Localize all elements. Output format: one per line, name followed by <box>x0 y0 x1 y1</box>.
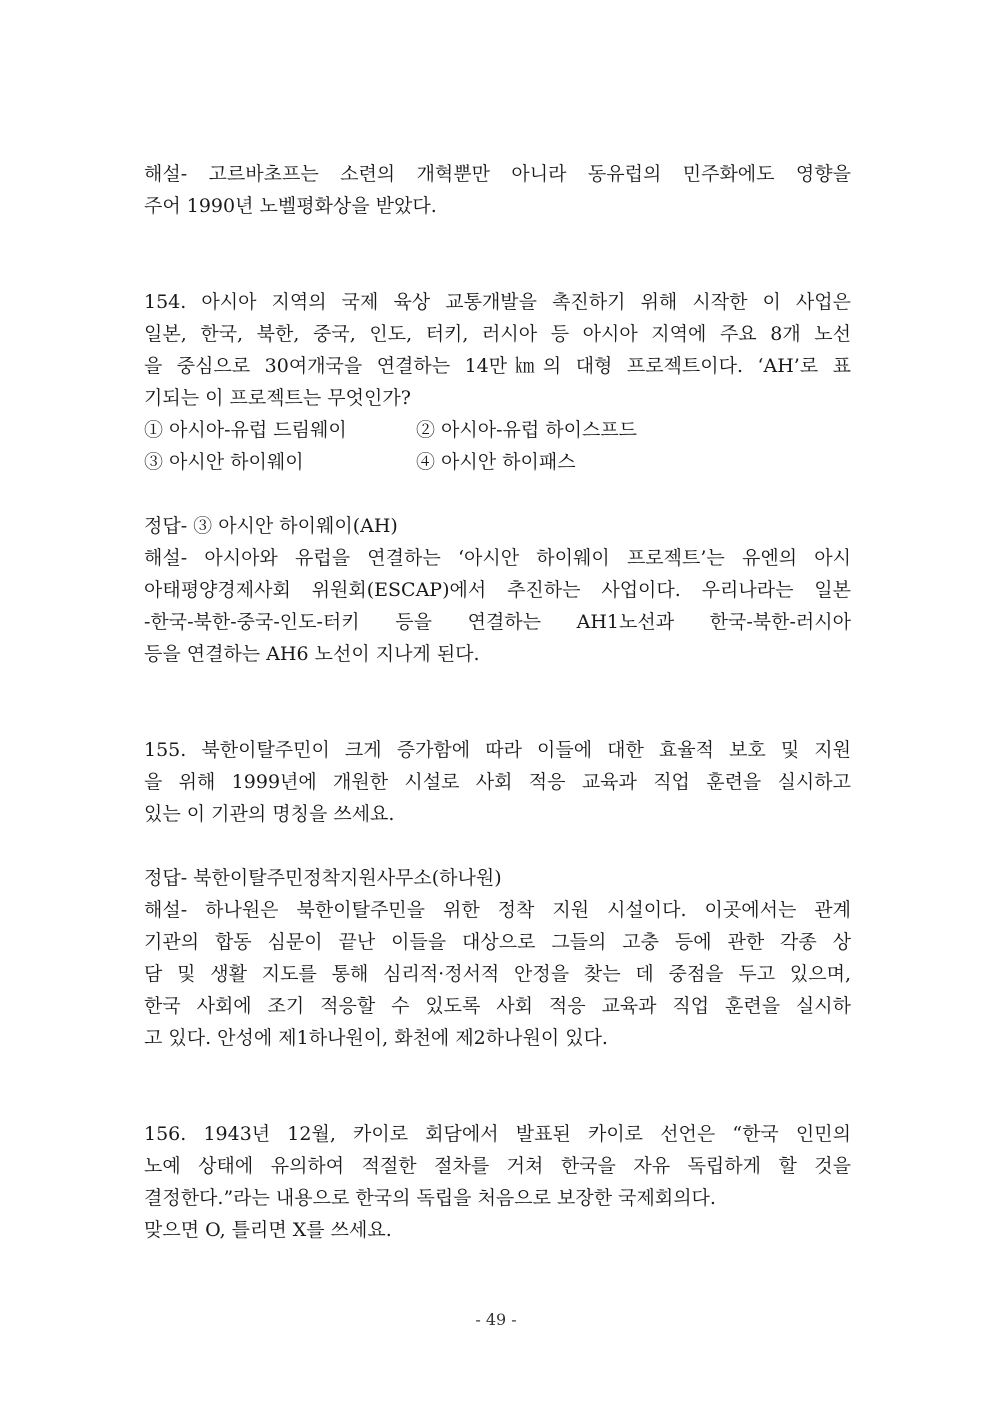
explanation-154 <box>144 542 851 670</box>
question-line: 맞으면 O, 틀리면 X를 쓰세요. <box>144 1219 392 1241</box>
question-line: 일본, 한국, 북한, 중국, 인도, 터키, 러시아 등 아시아 지역에 주요 8개 노선 <box>144 323 851 345</box>
question-line: 을 중심으로 30여개국을 연결하는 14만㎞의 대형 프로젝트이다. ‘AH’로 표 <box>144 355 851 377</box>
page-number: - 49 - <box>475 1310 517 1329</box>
explanation-155 <box>144 894 851 1054</box>
explanation-line: 등을 연결하는 AH6 노선이 지나게 된다. <box>144 643 480 665</box>
explanation-line: 한국 사회에 조기 적응할 수 있도록 사회 적응 교육과 직업 훈련을 실시하 <box>144 995 851 1017</box>
question-156 <box>144 1118 851 1246</box>
question-155 <box>144 734 851 830</box>
answer-155 <box>144 862 851 894</box>
question-line: 156. 1943년 12월, 카이로 회담에서 발표된 카이로 선언은 “한국 인민의 <box>144 1123 851 1145</box>
option-4: ④ 아시안 하이패스 <box>416 451 576 473</box>
question-line: 기되는 이 프로젝트는 무엇인가? <box>144 387 411 409</box>
text-line: 주어 1990년 노벨평화상을 받았다. <box>144 195 437 217</box>
explanation-line: 고 있다. 안성에 제1하나원이, 화천에 제2하나원이 있다. <box>144 1027 608 1049</box>
question-154 <box>144 286 851 478</box>
question-line: 을 위해 1999년에 개원한 시설로 사회 적응 교육과 직업 훈련을 실시하고 <box>144 771 851 793</box>
q153-explanation <box>144 158 851 222</box>
option-2: ② 아시아-유럽 하이스프드 <box>416 419 638 441</box>
explanation-line: 담 및 생활 지도를 통해 심리적·정서적 안정을 찾는 데 중점을 두고 있으며, <box>144 963 851 985</box>
question-line: 155. 북한이탈주민이 크게 증가함에 따라 이들에 대한 효율적 보호 및 지원 <box>144 739 851 761</box>
option-1: ① 아시아-유럽 드림웨이 <box>144 419 347 441</box>
options-row <box>144 414 851 446</box>
answer-line: 정답- 북한이탈주민정착지원사무소(하나원) <box>144 867 502 889</box>
options-row <box>144 446 851 478</box>
option-3: ③ 아시안 하이웨이 <box>144 451 304 473</box>
question-line: 있는 이 기관의 명칭을 쓰세요. <box>144 803 395 825</box>
question-line: 154. 아시아 지역의 국제 육상 교통개발을 촉진하기 위해 시작한 이 사업은 <box>144 291 851 313</box>
question-line: 결정한다.”라는 내용으로 한국의 독립을 처음으로 보장한 국제회의다. <box>144 1187 716 1209</box>
explanation-line: 아태평양경제사회 위원회(ESCAP)에서 추진하는 사업이다. 우리나라는 일본 <box>144 579 851 601</box>
explanation-line: 해설- 하나원은 북한이탈주민을 위한 정착 지원 시설이다. 이곳에서는 관계 <box>144 899 851 921</box>
document-body <box>144 158 851 1246</box>
answer-line: 정답- ③ 아시안 하이웨이(AH) <box>144 515 398 537</box>
question-line: 노예 상태에 유의하여 적절한 절차를 거쳐 한국을 자유 독립하게 할 것을 <box>144 1155 851 1177</box>
answer-154 <box>144 510 851 542</box>
explanation-line: 해설- 아시아와 유럽을 연결하는 ‘아시안 하이웨이 프로젝트’는 유엔의 아시 <box>144 547 851 569</box>
explanation-line: 기관의 합동 심문이 끝난 이들을 대상으로 그들의 고충 등에 관한 각종 상 <box>144 931 851 953</box>
text-line: 해설- 고르바초프는 소련의 개혁뿐만 아니라 동유럽의 민주화에도 영향을 <box>144 163 851 185</box>
explanation-line: -한국-북한-중국-인도-터키 등을 연결하는 AH1노선과 한국-북한-러시아 <box>144 611 851 633</box>
